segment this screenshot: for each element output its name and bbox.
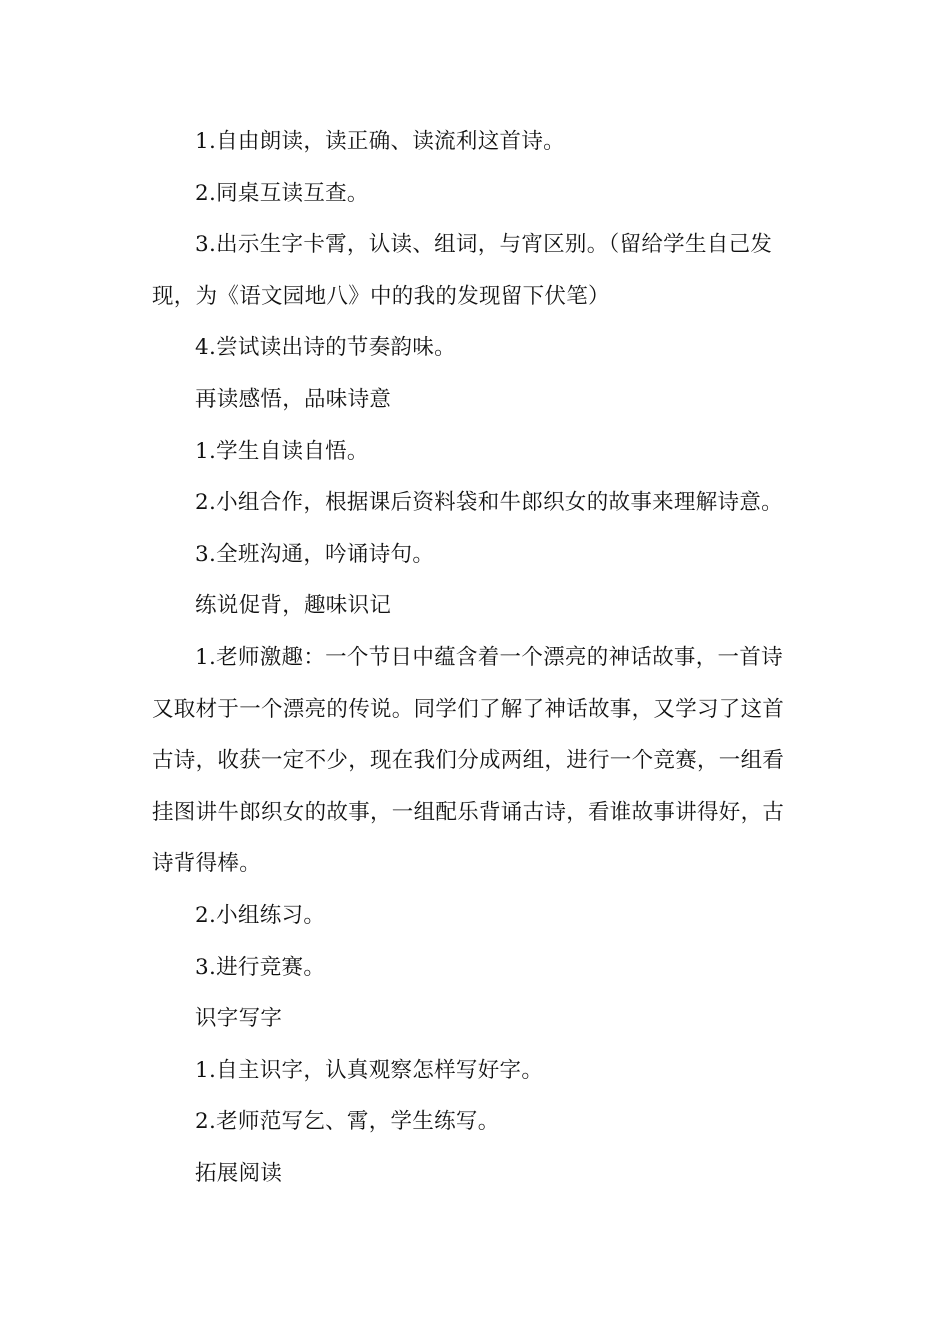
paragraph: 3.全班沟通，吟诵诗句。	[195, 541, 435, 567]
paragraph: 1.自由朗读，读正确、读流利这首诗。	[195, 129, 565, 154]
paragraph: 1.老师激趣：一个节日中蕴含着一个漂亮的神话故事，一首诗又取材于一个漂亮的传说。同学们了解了神话故事，又学习了这首古诗，收获一定不少，现在我们分成两组，进行一个竞赛，一组看挂图讲牛郎织女的故事，一组配乐背诵古诗，看谁故事讲得好，古诗背得棒。	[152, 644, 785, 877]
paragraph: 3.出示生字卡霄，认读、组词，与宵区别。（留给学生自己发现，为《语文园地八》中的我的发现留下伏笔）	[152, 232, 773, 309]
section-heading: 练说促背，趣味识记	[195, 593, 392, 619]
paragraph: 2.小组合作，根据课后资料袋和牛郎织女的故事来理解诗意。	[195, 490, 783, 516]
paragraph: 2.老师范写乞、霄，学生练写。	[195, 1109, 500, 1135]
paragraph: 2.小组练习。	[195, 902, 326, 928]
paragraph: 4.尝试读出诗的节奏韵味。	[195, 335, 456, 361]
section-heading: 再读感悟，品味诗意	[195, 386, 392, 412]
paragraph: 2.同桌互读互查。	[195, 180, 369, 206]
paragraph: 1.自主识字，认真观察怎样写好字。	[195, 1057, 544, 1083]
section-heading: 识字写字	[195, 1006, 283, 1032]
paragraph: 3.进行竞赛。	[195, 954, 326, 980]
section-heading: 拓展阅读	[195, 1160, 283, 1186]
paragraph: 1.学生自读自悟。	[195, 438, 369, 464]
document-body	[152, 116, 800, 1199]
